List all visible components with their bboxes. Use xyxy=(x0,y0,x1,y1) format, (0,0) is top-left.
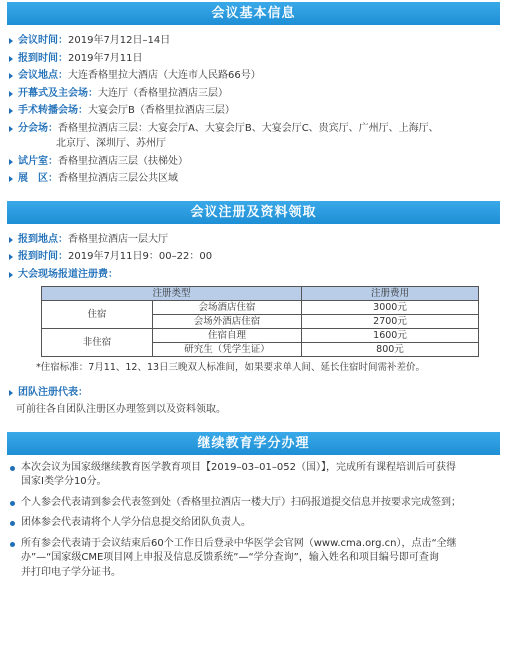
arrow-bullet-icon xyxy=(9,272,13,278)
registration-section xyxy=(0,233,507,418)
table-header-row xyxy=(42,287,479,301)
info-label: 试片室： xyxy=(18,155,58,167)
dot-bullet-icon xyxy=(10,542,15,547)
arrow-bullet-icon xyxy=(9,73,13,79)
arrow-bullet-icon xyxy=(9,91,13,97)
info-value: 香格里拉酒店一层大厅 xyxy=(68,233,168,245)
arrow-bullet-icon xyxy=(9,254,13,260)
group-registration-row xyxy=(8,386,499,401)
info-label: 报到时间： xyxy=(18,52,68,64)
section-title: 会议基本信息 xyxy=(211,6,296,21)
arrow-bullet-icon xyxy=(9,38,13,44)
info-label: 会议地点： xyxy=(18,70,68,81)
cme-bullet xyxy=(8,461,499,490)
info-label: 报到地点： xyxy=(18,233,68,245)
info-row-surgery-broadcast xyxy=(8,104,499,119)
table-row xyxy=(42,301,479,315)
type-cell: 住宿自理 xyxy=(153,329,302,343)
text-line: 办”—“国家级CME项目网上申报及信息反馈系统”—“学分查询”，输入姓名和项目编号即可查询 xyxy=(21,552,439,564)
checkin-place-row xyxy=(8,233,499,248)
info-value: 2019年7月11日9：00–22：00 xyxy=(68,251,213,262)
section-banner-cme-credits xyxy=(7,432,500,455)
info-row-checkin-time xyxy=(8,52,499,67)
text-line: 本次会议为国家级继续教育医学教育项目【2019–03–01–052（国）】，完成所有课程培训后可获得 xyxy=(21,461,456,473)
info-label: 会议时间： xyxy=(18,35,68,46)
checkin-time-row xyxy=(8,250,499,265)
info-label: 报到时间： xyxy=(18,251,68,262)
text-line: 所有参会代表请于会议结束后60个工作日后登录中华医学会官网（www.cma.org.cn），点击“全继 xyxy=(21,537,457,549)
info-row-main-hall xyxy=(8,87,499,102)
accommodation-note: *住宿标准：7月11、12、13日三晚双人标准间，如果要求单人间、延长住宿时间需补差价。 xyxy=(36,362,426,373)
type-cell: 研究生（凭学生证） xyxy=(153,343,302,357)
info-label: 大会现场报道注册费： xyxy=(18,268,118,280)
dot-bullet-icon xyxy=(10,521,15,526)
page xyxy=(0,2,507,664)
info-row-venue xyxy=(8,69,499,84)
cme-bullet-text xyxy=(21,537,457,581)
info-row-meeting-time xyxy=(8,34,499,49)
info-value: 大连厅（香格里拉酒店三层） xyxy=(98,87,228,99)
info-label: 分会场： xyxy=(18,122,58,134)
table-header-fee: 注册费用 xyxy=(302,287,479,301)
info-value: 大连香格里拉大酒店（大连市人民路66号） xyxy=(68,70,261,81)
info-label: 手术转播会场： xyxy=(18,105,88,116)
section-title: 继续教育学分办理 xyxy=(197,435,310,451)
info-label: 展 区： xyxy=(18,173,58,184)
text-line: 并打印电子学分证书。 xyxy=(21,566,121,578)
arrow-bullet-icon xyxy=(9,159,13,165)
section-banner-registration xyxy=(7,201,500,224)
registration-fee-table xyxy=(41,286,479,357)
fee-label-row xyxy=(8,268,499,283)
text-line: 国家Ⅰ类学分10分。 xyxy=(21,476,107,488)
fee-cell: 3000元 xyxy=(302,301,479,315)
arrow-bullet-icon xyxy=(9,126,13,132)
cme-bullet xyxy=(8,516,499,531)
info-value: 香格里拉酒店三层（扶梯处） xyxy=(58,155,188,167)
group-cell: 非住宿 xyxy=(42,329,153,357)
info-label: 开幕式及主会场： xyxy=(18,87,98,99)
dot-bullet-icon xyxy=(10,501,15,506)
info-value: 2019年7月11日 xyxy=(68,52,143,64)
section-title: 会议注册及资料领取 xyxy=(190,204,317,220)
arrow-bullet-icon xyxy=(9,176,13,182)
fee-cell: 2700元 xyxy=(302,315,479,329)
info-value: 香格里拉酒店三层：大宴会厅A、大宴会厅B、大宴会厅C、贵宾厅、广州厅、上海厅、 xyxy=(58,122,439,134)
section-banner-basic-info xyxy=(7,2,500,25)
arrow-bullet-icon xyxy=(9,390,13,396)
type-cell: 会场外酒店住宿 xyxy=(153,315,302,329)
fee-cell: 1600元 xyxy=(302,329,479,343)
info-value: 香格里拉酒店三层公共区域 xyxy=(58,173,178,184)
table-row xyxy=(42,329,479,343)
basic-info-list xyxy=(0,34,507,187)
info-row-sub-venues xyxy=(8,122,499,137)
cme-bullet-text xyxy=(21,461,456,490)
info-value: 大宴会厅B（香格里拉酒店三层） xyxy=(88,105,235,116)
cme-section xyxy=(0,461,507,581)
table-header-type: 注册类型 xyxy=(42,287,302,301)
text-line: 团体参会代表请将个人学分信息提交给团队负责人。 xyxy=(21,517,251,529)
cme-bullet xyxy=(8,537,499,581)
info-label: 团队注册代表： xyxy=(18,386,88,398)
info-value: 2019年7月12日–14日 xyxy=(68,35,171,46)
sub-venues-continued: 北京厅、深圳厅、苏州厅 xyxy=(56,138,166,149)
info-row-exhibition xyxy=(8,172,499,187)
info-row-preview-room xyxy=(8,155,499,170)
arrow-bullet-icon xyxy=(9,56,13,62)
cme-bullet xyxy=(8,496,499,511)
dot-bullet-icon xyxy=(10,466,15,471)
arrow-bullet-icon xyxy=(9,237,13,243)
group-cell: 住宿 xyxy=(42,301,153,329)
type-cell: 会场酒店住宿 xyxy=(153,301,302,315)
fee-cell: 800元 xyxy=(302,343,479,357)
group-registration-text: 可前往各自团队注册区办理签到以及资料领取。 xyxy=(16,404,226,416)
arrow-bullet-icon xyxy=(9,108,13,114)
text-line: 个人参会代表请到参会代表签到处（香格里拉酒店一楼大厅）扫码报道提交信息并按要求完成签到； xyxy=(21,496,461,508)
